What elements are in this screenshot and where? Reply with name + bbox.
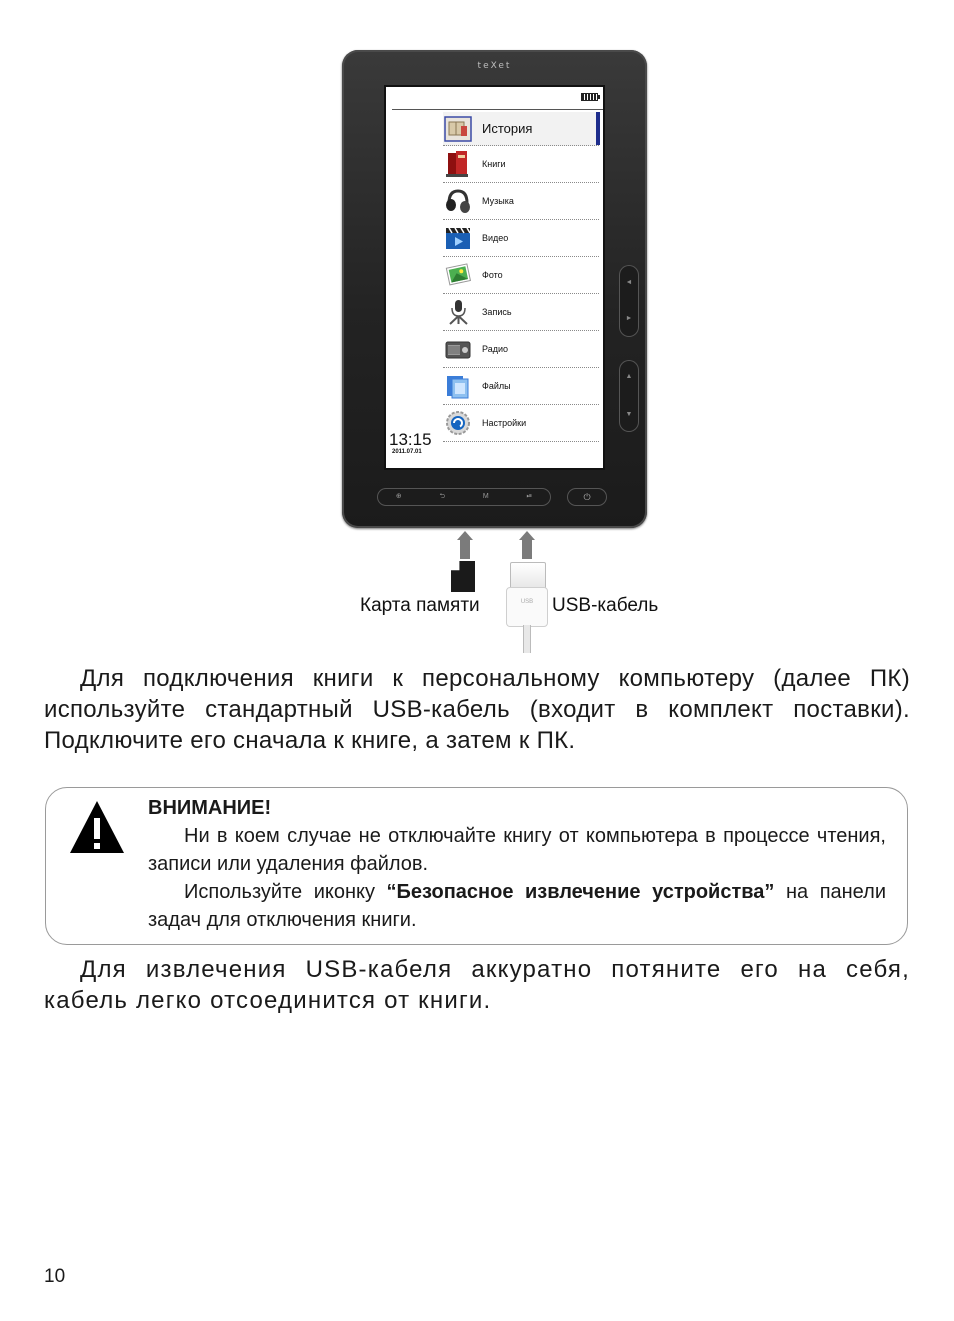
- removal-paragraph: Для извлечения USB-кабеля аккуратно потяните его на себя, кабель легко отсоединится от книги.: [44, 956, 910, 1014]
- device-screen: [386, 87, 603, 468]
- books-icon: [443, 151, 473, 177]
- menu-item-label: Запись: [482, 307, 512, 317]
- photo-icon: [443, 262, 473, 288]
- warning-box: [45, 787, 908, 945]
- brand-logo: teXet: [477, 61, 512, 71]
- screen-divider: [392, 109, 603, 110]
- page-nav-rocker[interactable]: [619, 265, 639, 337]
- left-arrow-icon: ◄: [625, 279, 633, 286]
- menu-item-radio[interactable]: [443, 331, 599, 368]
- right-arrow-icon: ►: [625, 315, 633, 322]
- menu-item-books[interactable]: [443, 146, 599, 183]
- play-pause-button[interactable]: ⏯: [526, 493, 533, 500]
- battery-icon: [581, 93, 598, 101]
- menu-item-label: Файлы: [482, 381, 511, 391]
- clock: 13:15: [389, 430, 432, 449]
- menu-item-label: Книги: [482, 159, 506, 169]
- warning-text-2: [148, 878, 886, 934]
- menu-item-label: Радио: [482, 344, 508, 354]
- scroll-rocker[interactable]: [619, 360, 639, 432]
- history-book-icon: [443, 116, 473, 142]
- down-arrow-icon: ▼: [625, 411, 633, 418]
- insert-arrow-icon: [520, 531, 534, 559]
- safe-removal-term: “Безопасное извлечение устройства”: [386, 881, 775, 903]
- menu-item-record[interactable]: [443, 294, 599, 331]
- warning-text-2-end: на панели задач для отключения книги.: [148, 881, 886, 931]
- page-number: 10: [44, 1266, 66, 1287]
- up-arrow-icon: ▲: [625, 373, 633, 380]
- usb-plug-icon: [510, 562, 546, 590]
- warning-text-1: Ни в коем случае не отключайте книгу от компьютера в процессе чтения, записи или удаления файлов.: [148, 825, 886, 875]
- zoom-button[interactable]: ⊕: [395, 493, 402, 500]
- microphone-icon: [443, 299, 473, 325]
- usb-cable-caption: USB-кабель: [552, 595, 659, 616]
- date: 2011.07.01: [392, 449, 422, 455]
- memory-card-icon: [451, 561, 475, 592]
- settings-icon: [443, 410, 473, 436]
- insert-arrow-icon: [458, 531, 472, 559]
- menu-item-video[interactable]: [443, 220, 599, 257]
- headphones-icon: [443, 188, 473, 214]
- warning-title: ВНИМАНИЕ!: [148, 797, 272, 819]
- usb-cord: [523, 625, 531, 653]
- menu-item-files[interactable]: [443, 368, 599, 405]
- usb-plug-label: USB: [520, 599, 534, 605]
- menu-item-settings[interactable]: [443, 405, 599, 442]
- main-menu: [443, 112, 599, 442]
- warning-text-2-start: Используйте иконку: [184, 881, 387, 903]
- menu-item-music[interactable]: [443, 183, 599, 220]
- back-button[interactable]: ⮌: [439, 493, 446, 500]
- bottom-button-bar: [377, 488, 551, 506]
- folder-icon: [443, 373, 473, 399]
- menu-item-label: История: [482, 121, 533, 136]
- menu-item-history[interactable]: [443, 112, 599, 146]
- menu-button[interactable]: M: [482, 493, 489, 500]
- radio-icon: [443, 336, 473, 362]
- menu-item-photo[interactable]: [443, 257, 599, 294]
- menu-item-label: Фото: [482, 270, 503, 280]
- video-clapperboard-icon: [443, 225, 473, 251]
- usb-cable-icon: [506, 587, 548, 627]
- selection-indicator: [596, 112, 600, 145]
- menu-item-label: Видео: [482, 233, 509, 243]
- memory-card-caption: Карта памяти: [360, 595, 480, 616]
- connection-paragraph: Для подключения книги к персональному компьютеру (далее ПК) используйте стандартный USB-кабель (входит в комплект поставки). Подключите его сначала к книге, а затем к ПК.: [44, 665, 910, 754]
- power-button[interactable]: ⏻: [567, 488, 607, 506]
- menu-item-label: Музыка: [482, 196, 514, 206]
- menu-item-label: Настройки: [482, 418, 527, 428]
- ebook-device: [342, 50, 647, 528]
- warning-triangle-icon: [69, 799, 125, 855]
